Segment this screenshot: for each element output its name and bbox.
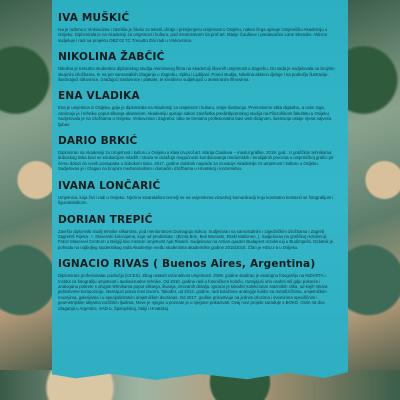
background-photo-left	[0, 0, 52, 400]
bio-dorian-trepic	[58, 214, 336, 251]
artist-name: NIKOLINA ŽABČIĆ	[58, 51, 165, 64]
bio-nikolina-zabcic	[58, 51, 336, 82]
artist-bio-text: Nikolina je trenutno studentica diplomskog studija Animiranog filma na Akademiji likovnih umjetnosti u Zagrebu. Do sada je sudjelovala na brojnim skupnim izložbama, te na pet samostalnih izlaganja u Zagrebu, Splitu i Ljubljani. Pored studija, Nikolina aktivno djeluje i na području ilustracije, ilustrirajući slikovnice, izrađujući naslovnice i plakate, te kreativno sudjelujući u animiranim filmovima.	[58, 66, 335, 83]
artist-bio-text: Završio diplomski studij tehnike slikarstva, pod mentorstvom Dumagoja Sokca. Sudjelovao na samostalnim i zajedničkim izložbama i Zagreb Zagrebič Rijeka . I. Slovenski kolonijama, koje od predstituta : (Bizna,Brie, Beli Manastir, Ekskl Mallonen, ). Sudjelovao na grafičkoj rezidenciji Franz Masereel Centrum u Belgiji kao mentori umjetnost Ajai Riedell. Sudjelovao na Action quarter Budapest rezidenciji u Budimpešti. Dobitnik je pohvala na najboljeg studentskog rada Akademije među studentima akademske godine 2015/2016. Član je HDLU-a u Osijeku.	[58, 228, 334, 250]
artist-bio-text: Ena je umjetnica iz Osijeka, gdje je diplomirala na Akademiji za umjetnost i kulturu, smjer ilustracija. Prvenstveno slika digitalno, a osim toga, zanimaju je i tehnike poput slikanja akvarelom. Akademiju upisuje nakon završetka predizdipomskog studija na Filozofskom fakultetu u Osijeku. Sudjelovala je na izložbama u Osijeku, Vinkovcima i Zagrebu. Iako se trenutno profesionalno bavi web dizajnom, ilustracija ostaje njena najveća ljubav.	[58, 105, 332, 127]
artist-name: IVA MUŠKIĆ	[58, 12, 130, 24]
bio-dario-brkic	[58, 135, 336, 172]
artist-bio-text: Iva je rođena u Vinkovcima i završila je Školu za tekstil, dizajn i primijenjenu umjetnost u Osijeku, nakon čega upisuje Umjetničku Akademiju u Osijeku. Diplomirala je na Akademiji za umjetnost i kulturu, pod mentorstvom izv.prof.art. Marije Čauševe i predavačice Lane Skender. Aktivno sudjeluje i radi na projektu OBZ 02 TC Treoutto Zini radi u Vinkovcima.	[58, 27, 328, 43]
artist-bio-text: Umjetnica, koja živi i radi u Osijeku. Njezino stvaralaštvo temelji se na ovijenitoma vizualnoj komunikaciji koju konstatno koristeći se fotografijom i figurativistikom.	[58, 194, 334, 206]
artist-name: DARIO BRKIĆ	[58, 135, 138, 148]
artist-bio-text: Diplomirani profesionalac područja (UCES). Zbog ostaviti računalnost umjetnosti. 2008. godine studirao je analognu fotografiju na INDARTA i Institut za fotografiju umjetnost i audiovizualne tehnike. Od 2010. godine radi u fotoničkom kolažu, razvijajući vrlo osobni stil gdje pokreće i analoganu pokrete s drugim tehnikama poput slikanja, šivanja, izrezanih detalja. Ignacio je također kolekcionar starinskih slika, od kojih stvara jedinstvene kompozicije, stvarajući prava novi izvorni. Također, od 2014. godine, radi kolaživne analogije koliko na metafizičkima, umjetničkim muzejima, galerijama i u specijaliziranim umjetničkim dvoranas. Od 2017. godine prisustvuje na jednim izlozima i svemirima specifičnim i geometrijskim idejama različitim ljudima, Nove je njegov u poznate je u njegove pokazivati. Ovaj novi projekt surađuje s BOKO. Osim na dva izlaganja u Argentini, SAD-u, Španjolskoj, Italiji i Hrvatskoj.	[58, 273, 328, 311]
background-photo-right	[348, 0, 400, 400]
artist-name: IGNACIO RIVAS ( Buenos Aires, Argentina)	[58, 258, 316, 271]
artist-bio-text: Diplomirao na Akademiji za Umjetnost i kulturu u Osijeku u klasi izv.prof.art. Marija Čauševa – mastul grafike, 2019. god.. U grafičkim tehnikama duboskog tiska bavi se edukacijom mlađih i stvara te istražuje mogućnosti kombinovanja medumskih i tendijalnih procesa u umjetničkoj grafici pri čemu dolazi do novih postupaka u dubokom tisku. 2017. godine dobitnik nagrade za inovacije Akademije za umjetnost i kulturu u Osijeku. Sudjelovao je i izlagao na brojnim međunarodnim i domaćim izložbama u Hrvatskoj i inozemstvu.	[58, 150, 334, 172]
bio-ivana-loncaric	[58, 180, 336, 206]
artist-name: IVANA LONČARIĆ	[58, 179, 161, 192]
artist-bios	[58, 12, 336, 319]
artist-name: DORIAN TREPIĆ	[58, 213, 153, 226]
bio-ena-vladika	[58, 90, 336, 127]
artist-name: ENA VLADIKA	[58, 90, 140, 103]
bio-ignacio-rivas	[58, 258, 336, 311]
bio-iva-muskic	[58, 12, 336, 43]
